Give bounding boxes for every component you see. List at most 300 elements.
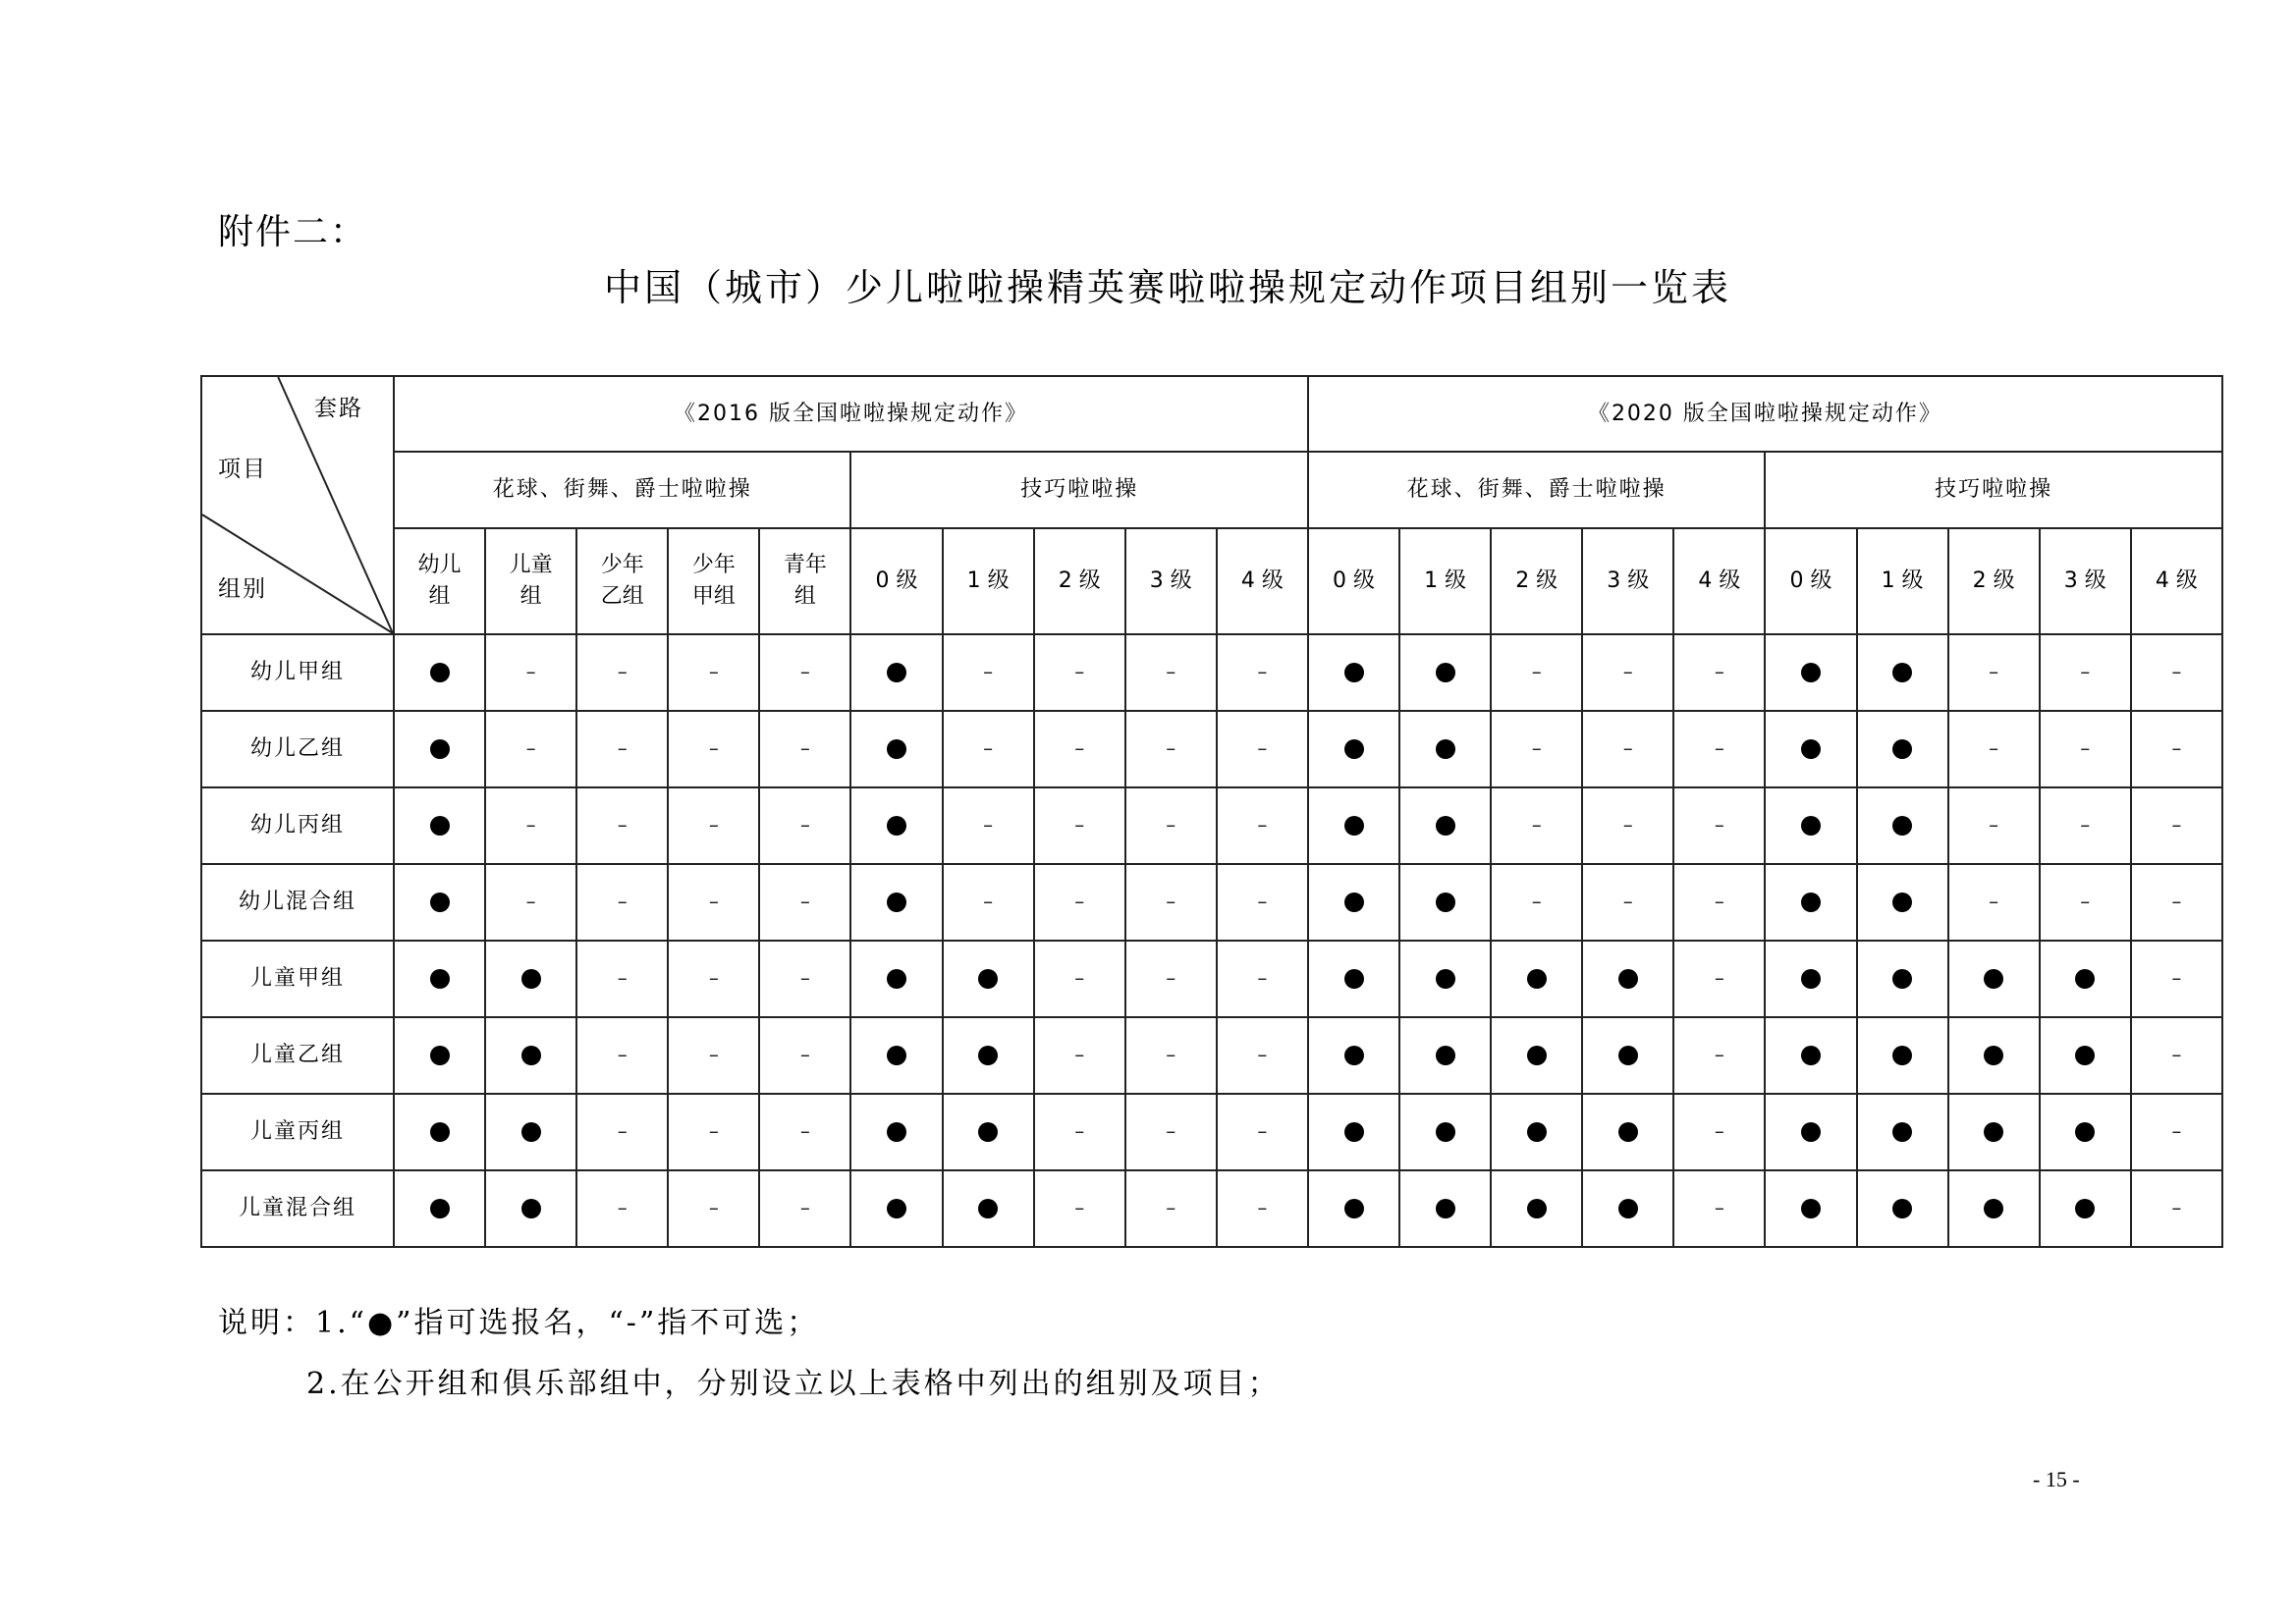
table-cell xyxy=(1857,787,1948,864)
table-cell xyxy=(1034,1017,1125,1094)
table-cell xyxy=(1308,1170,1399,1247)
table-cell xyxy=(1948,1170,2040,1247)
subcolumn-header xyxy=(394,528,485,634)
table-row xyxy=(201,1017,2222,1094)
table-cell xyxy=(759,711,850,787)
subcolumn-header-line: 少年 xyxy=(600,553,644,578)
available-dot-icon xyxy=(978,969,998,989)
unavailable-dash: – xyxy=(617,890,628,914)
subcolumn-header-line: 0 级 xyxy=(1789,568,1832,594)
unavailable-dash: – xyxy=(799,813,810,838)
subcolumn-header-line: 2 级 xyxy=(1972,568,2015,594)
available-dot-icon xyxy=(430,1199,450,1218)
corner-label-item: 项目 xyxy=(218,457,267,482)
available-dot-icon xyxy=(1892,969,1912,989)
table-cell xyxy=(1491,941,1582,1017)
table-cell xyxy=(759,1170,850,1247)
table-cell xyxy=(2131,1170,2222,1247)
available-dot-icon xyxy=(1892,1199,1912,1218)
unavailable-dash: – xyxy=(1166,966,1176,991)
table-cell xyxy=(850,1094,942,1170)
available-dot-icon xyxy=(430,1046,450,1065)
table-cell xyxy=(1034,864,1125,941)
available-dot-icon xyxy=(887,969,906,989)
available-dot-icon xyxy=(1436,1122,1455,1142)
available-dot-icon xyxy=(1801,1199,1821,1218)
subcolumn-header-line: 少年 xyxy=(691,553,736,578)
version-2016-header: 《2016 版全国啦啦操规定动作》 xyxy=(394,376,1308,452)
category-header: 技巧啦啦操 xyxy=(850,452,1307,528)
subcolumn-header xyxy=(1857,528,1948,634)
table-cell xyxy=(2131,634,2222,711)
subcolumn-header-line: 3 级 xyxy=(1607,568,1650,594)
row-label: 儿童乙组 xyxy=(201,1017,394,1094)
table-cell xyxy=(485,1170,576,1247)
subcolumn-header-line: 4 级 xyxy=(2155,568,2198,594)
table-cell xyxy=(1034,634,1125,711)
table-row xyxy=(201,711,2222,787)
available-dot-icon xyxy=(2075,1046,2095,1065)
available-dot-icon xyxy=(1801,1122,1821,1142)
row-label: 儿童混合组 xyxy=(201,1170,394,1247)
table-cell xyxy=(394,634,485,711)
table-cell xyxy=(850,634,942,711)
unavailable-dash: – xyxy=(1166,1043,1176,1067)
unavailable-dash: – xyxy=(617,660,628,684)
subcolumn-header-line: 0 级 xyxy=(875,568,918,594)
available-dot-icon xyxy=(1892,1046,1912,1065)
unavailable-dash: – xyxy=(799,890,810,914)
unavailable-dash: – xyxy=(2171,1043,2182,1067)
available-dot-icon xyxy=(430,1122,450,1142)
table-cell xyxy=(576,864,668,941)
available-dot-icon xyxy=(1984,1122,2003,1142)
table-cell xyxy=(2131,1017,2222,1094)
subcolumn-header-line: 儿童 xyxy=(509,553,553,578)
subcolumn-header xyxy=(759,528,850,634)
table-cell xyxy=(1948,634,2040,711)
table-cell xyxy=(850,1170,942,1247)
table-cell xyxy=(668,1094,759,1170)
available-dot-icon xyxy=(1436,1046,1455,1065)
available-dot-icon xyxy=(1527,969,1547,989)
table-cell xyxy=(1765,711,1856,787)
unavailable-dash: – xyxy=(1714,660,1724,684)
available-dot-icon xyxy=(1436,663,1455,682)
available-dot-icon xyxy=(1801,893,1821,912)
table-cell xyxy=(943,1170,1034,1247)
table-cell xyxy=(2040,634,2131,711)
table-cell xyxy=(1857,1017,1948,1094)
subcolumn-header-line: 乙组 xyxy=(600,584,644,609)
available-dot-icon xyxy=(1618,1199,1638,1218)
table-cell xyxy=(2040,864,2131,941)
table-cell xyxy=(576,1094,668,1170)
row-label: 儿童甲组 xyxy=(201,941,394,1017)
table-cell xyxy=(943,864,1034,941)
unavailable-dash: – xyxy=(1714,966,1724,991)
unavailable-dash: – xyxy=(1714,813,1724,838)
unavailable-dash: – xyxy=(708,1043,719,1067)
table-cell xyxy=(1125,1094,1217,1170)
unavailable-dash: – xyxy=(1166,813,1176,838)
available-dot-icon xyxy=(430,816,450,836)
table-cell xyxy=(485,1094,576,1170)
available-dot-icon xyxy=(1344,739,1364,759)
table-cell xyxy=(1673,787,1765,864)
available-dot-icon xyxy=(978,1199,998,1218)
table-cell xyxy=(1308,711,1399,787)
available-dot-icon xyxy=(1344,663,1364,682)
table-row xyxy=(201,634,2222,711)
unavailable-dash: – xyxy=(1714,736,1724,761)
available-dot-icon xyxy=(2075,969,2095,989)
unavailable-dash: – xyxy=(1714,1196,1724,1220)
table-cell xyxy=(1399,1094,1491,1170)
unavailable-dash: – xyxy=(617,1119,628,1144)
table-cell xyxy=(2131,864,2222,941)
table-cell xyxy=(1217,1017,1308,1094)
unavailable-dash: – xyxy=(1989,890,1999,914)
table-cell xyxy=(668,941,759,1017)
available-dot-icon xyxy=(887,663,906,682)
table-cell xyxy=(759,787,850,864)
unavailable-dash: – xyxy=(708,966,719,991)
unavailable-dash: – xyxy=(1074,890,1085,914)
table-cell xyxy=(1217,941,1308,1017)
table-cell xyxy=(1948,711,2040,787)
unavailable-dash: – xyxy=(2080,813,2091,838)
unavailable-dash: – xyxy=(617,1043,628,1067)
subcolumn-header-line: 青年 xyxy=(783,553,827,578)
table-cell xyxy=(1765,1170,1856,1247)
available-dot-icon xyxy=(1436,969,1455,989)
unavailable-dash: – xyxy=(1166,736,1176,761)
table-cell xyxy=(943,1094,1034,1170)
subcolumn-header xyxy=(1034,528,1125,634)
subcolumn-header-line: 1 级 xyxy=(1881,568,1924,594)
table-cell xyxy=(1399,787,1491,864)
unavailable-dash: – xyxy=(2080,890,2091,914)
unavailable-dash: – xyxy=(1531,813,1542,838)
unavailable-dash: – xyxy=(1166,1119,1176,1144)
unavailable-dash: – xyxy=(2171,966,2182,991)
table-cell xyxy=(1582,941,1673,1017)
unavailable-dash: – xyxy=(983,736,994,761)
table-cell xyxy=(1034,711,1125,787)
unavailable-dash: – xyxy=(525,736,536,761)
unavailable-dash: – xyxy=(1257,736,1268,761)
table-cell xyxy=(1034,1094,1125,1170)
table-cell xyxy=(1399,1017,1491,1094)
table-cell xyxy=(576,634,668,711)
subcolumn-header-line: 3 级 xyxy=(1149,568,1192,594)
table-row xyxy=(201,787,2222,864)
subcolumn-header xyxy=(2131,528,2222,634)
table-cell xyxy=(394,941,485,1017)
available-dot-icon xyxy=(1984,969,2003,989)
table-cell xyxy=(1308,941,1399,1017)
unavailable-dash: – xyxy=(2171,1119,2182,1144)
unavailable-dash: – xyxy=(799,660,810,684)
available-dot-icon xyxy=(1527,1046,1547,1065)
table-cell xyxy=(850,1017,942,1094)
subcolumn-header xyxy=(1673,528,1765,634)
page-number: - 15 - xyxy=(2033,1467,2080,1491)
unavailable-dash: – xyxy=(2171,890,2182,914)
unavailable-dash: – xyxy=(525,890,536,914)
corner-label-group: 组别 xyxy=(218,576,267,602)
unavailable-dash: – xyxy=(708,1119,719,1144)
unavailable-dash: – xyxy=(1531,736,1542,761)
available-dot-icon xyxy=(1436,1199,1455,1218)
unavailable-dash: – xyxy=(1622,660,1633,684)
table-cell xyxy=(1948,864,2040,941)
table-cell xyxy=(1673,1170,1765,1247)
table-cell xyxy=(576,941,668,1017)
table-cell xyxy=(1582,711,1673,787)
table-cell xyxy=(759,941,850,1017)
unavailable-dash: – xyxy=(799,1043,810,1067)
table-cell xyxy=(394,711,485,787)
table-cell xyxy=(668,711,759,787)
available-dot-icon xyxy=(1801,663,1821,682)
version-header-row xyxy=(201,376,2222,452)
unavailable-dash: – xyxy=(1714,890,1724,914)
table-cell xyxy=(485,864,576,941)
available-dot-icon xyxy=(1892,663,1912,682)
available-dot-icon xyxy=(1344,1046,1364,1065)
subcolumn-header xyxy=(850,528,942,634)
note-line-2: 2.在公开组和俱乐部组中，分别设立以上表格中列出的组别及项目； xyxy=(306,1367,1281,1401)
unavailable-dash: – xyxy=(1622,736,1633,761)
table-cell xyxy=(1491,864,1582,941)
table-cell xyxy=(1491,1094,1582,1170)
available-dot-icon xyxy=(1527,1122,1547,1142)
available-dot-icon xyxy=(430,893,450,912)
table-cell xyxy=(1034,787,1125,864)
table-cell xyxy=(1217,634,1308,711)
available-dot-icon xyxy=(887,893,906,912)
table-cell xyxy=(1125,864,1217,941)
subcolumn-header-line: 甲组 xyxy=(691,584,736,609)
unavailable-dash: – xyxy=(1257,660,1268,684)
table-cell xyxy=(1948,787,2040,864)
table-cell xyxy=(2040,711,2131,787)
category-header: 花球、街舞、爵士啦啦操 xyxy=(394,452,850,528)
table-cell xyxy=(485,787,576,864)
unavailable-dash: – xyxy=(1074,736,1085,761)
subcolumn-header-row xyxy=(201,528,2222,634)
available-dot-icon xyxy=(1344,969,1364,989)
table-cell xyxy=(1491,634,1582,711)
subcolumn-header xyxy=(1765,528,1856,634)
subcolumn-header-line: 4 级 xyxy=(1698,568,1741,594)
unavailable-dash: – xyxy=(708,660,719,684)
subcolumn-header xyxy=(2040,528,2131,634)
table-cell xyxy=(943,711,1034,787)
available-dot-icon xyxy=(887,1046,906,1065)
subcolumn-header-line: 2 级 xyxy=(1058,568,1101,594)
corner-label-routine: 套路 xyxy=(314,396,363,421)
unavailable-dash: – xyxy=(983,660,994,684)
table-cell xyxy=(2040,787,2131,864)
unavailable-dash: – xyxy=(1257,813,1268,838)
unavailable-dash: – xyxy=(1074,966,1085,991)
unavailable-dash: – xyxy=(1531,890,1542,914)
table-cell xyxy=(1765,864,1856,941)
table-cell xyxy=(1765,634,1856,711)
unavailable-dash: – xyxy=(2171,736,2182,761)
unavailable-dash: – xyxy=(983,890,994,914)
table-cell xyxy=(1948,941,2040,1017)
available-dot-icon xyxy=(1892,816,1912,836)
subcolumn-header-line: 组 xyxy=(793,584,816,609)
unavailable-dash: – xyxy=(617,966,628,991)
table-cell xyxy=(1582,1094,1673,1170)
table-cell xyxy=(2040,1170,2131,1247)
table-row xyxy=(201,1170,2222,1247)
available-dot-icon xyxy=(430,969,450,989)
table-cell xyxy=(1673,1017,1765,1094)
unavailable-dash: – xyxy=(2171,660,2182,684)
table-row xyxy=(201,864,2222,941)
available-dot-icon xyxy=(1527,1199,1547,1218)
available-dot-icon xyxy=(1801,739,1821,759)
table-cell xyxy=(668,634,759,711)
table-cell xyxy=(668,864,759,941)
unavailable-dash: – xyxy=(799,736,810,761)
subcolumn-header-line: 1 级 xyxy=(1424,568,1467,594)
available-dot-icon xyxy=(521,1199,541,1218)
table-cell xyxy=(2040,941,2131,1017)
note-line-1: 说明：1.“●”指可选报名，“-”指不可选； xyxy=(218,1306,820,1340)
table-cell xyxy=(1034,1170,1125,1247)
table-cell xyxy=(668,1170,759,1247)
unavailable-dash: – xyxy=(2171,1196,2182,1220)
table-cell xyxy=(943,1017,1034,1094)
table-cell xyxy=(1491,1170,1582,1247)
available-dot-icon xyxy=(1801,816,1821,836)
table-cell xyxy=(1491,711,1582,787)
table-cell xyxy=(1582,1017,1673,1094)
unavailable-dash: – xyxy=(1714,1043,1724,1067)
table-cell xyxy=(1582,1170,1673,1247)
attachment-label: 附件二： xyxy=(218,212,368,252)
table-cell xyxy=(1673,634,1765,711)
unavailable-dash: – xyxy=(1257,890,1268,914)
table-cell xyxy=(850,864,942,941)
table-body xyxy=(201,634,2222,1247)
subcolumn-header xyxy=(1399,528,1491,634)
unavailable-dash: – xyxy=(708,890,719,914)
table-cell xyxy=(2040,1094,2131,1170)
table-cell xyxy=(1399,711,1491,787)
subcolumn-header-line: 2 级 xyxy=(1515,568,1558,594)
table-cell xyxy=(394,1017,485,1094)
available-dot-icon xyxy=(430,663,450,682)
unavailable-dash: – xyxy=(525,813,536,838)
table-cell xyxy=(1673,864,1765,941)
table-cell xyxy=(1399,1170,1491,1247)
subcolumn-header xyxy=(668,528,759,634)
row-label: 幼儿乙组 xyxy=(201,711,394,787)
available-dot-icon xyxy=(1344,816,1364,836)
table-cell xyxy=(1125,787,1217,864)
available-dot-icon xyxy=(1618,969,1638,989)
table-cell xyxy=(1582,787,1673,864)
row-label: 幼儿丙组 xyxy=(201,787,394,864)
table-cell xyxy=(1765,1094,1856,1170)
table-cell xyxy=(1399,941,1491,1017)
unavailable-dash: – xyxy=(1257,1119,1268,1144)
table-cell xyxy=(394,1094,485,1170)
subcolumn-header-line: 组 xyxy=(428,584,451,609)
table-cell xyxy=(394,787,485,864)
table-cell xyxy=(1673,711,1765,787)
unavailable-dash: – xyxy=(983,813,994,838)
subcolumn-header xyxy=(1948,528,2040,634)
unavailable-dash: – xyxy=(525,660,536,684)
table-cell xyxy=(1765,787,1856,864)
unavailable-dash: – xyxy=(1166,1196,1176,1220)
unavailable-dash: – xyxy=(1257,966,1268,991)
table-cell xyxy=(1491,1017,1582,1094)
table-cell xyxy=(485,711,576,787)
subcolumn-header xyxy=(1582,528,1673,634)
available-dot-icon xyxy=(1344,1122,1364,1142)
table-cell xyxy=(2131,711,2222,787)
table-cell xyxy=(1125,634,1217,711)
table-cell xyxy=(1857,864,1948,941)
unavailable-dash: – xyxy=(1074,1119,1085,1144)
table-cell xyxy=(1673,1094,1765,1170)
available-dot-icon xyxy=(1892,893,1912,912)
unavailable-dash: – xyxy=(1989,813,1999,838)
table-cell xyxy=(2131,941,2222,1017)
table-cell xyxy=(943,634,1034,711)
subcolumn-header-line: 3 级 xyxy=(2063,568,2106,594)
available-dot-icon xyxy=(978,1046,998,1065)
page-title: 中国（城市）少儿啦啦操精英赛啦啦操规定动作项目组别一览表 xyxy=(603,266,1731,309)
unavailable-dash: – xyxy=(617,1196,628,1220)
table-cell xyxy=(1308,1094,1399,1170)
table-cell xyxy=(1582,634,1673,711)
table-cell xyxy=(394,864,485,941)
available-dot-icon xyxy=(978,1122,998,1142)
subcolumn-header xyxy=(943,528,1034,634)
table-cell xyxy=(485,941,576,1017)
table-cell xyxy=(1857,711,1948,787)
available-dot-icon xyxy=(1344,1199,1364,1218)
unavailable-dash: – xyxy=(2171,813,2182,838)
available-dot-icon xyxy=(887,739,906,759)
group-table xyxy=(200,375,2223,1248)
table-cell xyxy=(759,864,850,941)
table-cell xyxy=(2131,1094,2222,1170)
unavailable-dash: – xyxy=(1989,736,1999,761)
subcolumn-header xyxy=(485,528,576,634)
table-cell xyxy=(668,1017,759,1094)
table-cell xyxy=(1217,1094,1308,1170)
available-dot-icon xyxy=(1892,1122,1912,1142)
category-header-row xyxy=(201,452,2222,528)
available-dot-icon xyxy=(887,1199,906,1218)
table-cell xyxy=(1308,634,1399,711)
available-dot-icon xyxy=(430,739,450,759)
available-dot-icon xyxy=(521,969,541,989)
available-dot-icon xyxy=(1984,1199,2003,1218)
